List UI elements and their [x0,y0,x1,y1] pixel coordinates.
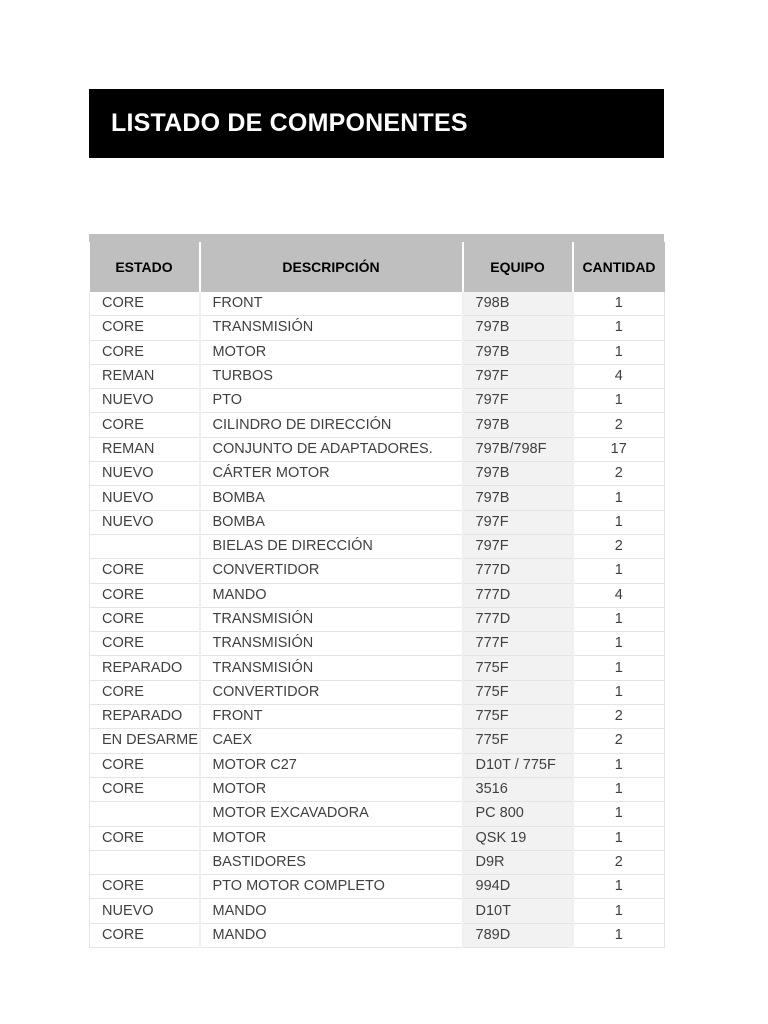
cell-estado: CORE [90,583,200,607]
cell-equipo: 797F [463,364,573,388]
cell-cantidad: 1 [573,340,665,364]
cell-equipo: 777F [463,632,573,656]
cell-equipo: 797B [463,316,573,340]
cell-cantidad: 1 [573,559,665,583]
cell-descripcion: TRANSMISIÓN [200,632,463,656]
page-title: LISTADO DE COMPONENTES [111,109,468,137]
cell-cantidad: 1 [573,923,665,947]
cell-estado: REMAN [90,364,200,388]
cell-equipo: 777D [463,607,573,631]
cell-cantidad: 1 [573,632,665,656]
cell-estado: CORE [90,632,200,656]
cell-equipo: 798B [463,292,573,316]
cell-estado: REPARADO [90,705,200,729]
title-banner [89,89,664,158]
cell-descripcion: CILINDRO DE DIRECCIÓN [200,413,463,437]
cell-equipo: D10T / 775F [463,753,573,777]
cell-estado: REMAN [90,437,200,461]
table-row [90,802,665,826]
cell-descripcion: BASTIDORES [200,850,463,874]
table-row [90,486,665,510]
cell-descripcion: PTO MOTOR COMPLETO [200,875,463,899]
components-table-container [89,234,664,948]
table-row [90,316,665,340]
cell-equipo: D10T [463,899,573,923]
cell-equipo: 777D [463,559,573,583]
cell-estado: CORE [90,923,200,947]
table-header-row [90,242,665,292]
cell-equipo: 775F [463,656,573,680]
table-row [90,850,665,874]
cell-cantidad: 4 [573,583,665,607]
cell-equipo: 777D [463,583,573,607]
cell-estado: NUEVO [90,510,200,534]
cell-cantidad: 2 [573,705,665,729]
header-descripcion: DESCRIPCIÓN [200,242,463,292]
cell-estado: CORE [90,875,200,899]
cell-cantidad: 1 [573,899,665,923]
table-row [90,413,665,437]
cell-estado: NUEVO [90,462,200,486]
components-table [89,242,665,948]
cell-descripcion: FRONT [200,705,463,729]
cell-descripcion: MOTOR [200,826,463,850]
cell-estado: NUEVO [90,389,200,413]
cell-estado: NUEVO [90,899,200,923]
table-row [90,559,665,583]
cell-cantidad: 2 [573,462,665,486]
table-row [90,462,665,486]
cell-equipo: 797F [463,510,573,534]
cell-equipo: 3516 [463,777,573,801]
cell-descripcion: CÁRTER MOTOR [200,462,463,486]
cell-equipo: PC 800 [463,802,573,826]
table-row [90,389,665,413]
cell-estado [90,850,200,874]
cell-descripcion: MOTOR C27 [200,753,463,777]
table-row [90,583,665,607]
table-row [90,364,665,388]
cell-descripcion: MOTOR EXCAVADORA [200,802,463,826]
cell-descripcion: MOTOR [200,777,463,801]
cell-estado: CORE [90,753,200,777]
cell-cantidad: 1 [573,680,665,704]
cell-cantidad: 1 [573,875,665,899]
table-row [90,777,665,801]
table-row [90,510,665,534]
cell-descripcion: BOMBA [200,486,463,510]
table-row [90,729,665,753]
cell-equipo: 797B [463,486,573,510]
table-row [90,534,665,558]
table-body [90,292,665,948]
cell-descripcion: TRANSMISIÓN [200,656,463,680]
cell-equipo: 797B [463,413,573,437]
cell-equipo: 797B [463,462,573,486]
cell-equipo: 994D [463,875,573,899]
cell-cantidad: 1 [573,316,665,340]
cell-descripcion: CONJUNTO DE ADAPTADORES. [200,437,463,461]
table-row [90,899,665,923]
cell-estado: CORE [90,413,200,437]
cell-descripcion: MANDO [200,899,463,923]
table-row [90,437,665,461]
cell-estado: NUEVO [90,486,200,510]
cell-estado: EN DESARME [90,729,200,753]
cell-cantidad: 1 [573,753,665,777]
header-cantidad: CANTIDAD [573,242,665,292]
cell-descripcion: BIELAS DE DIRECCIÓN [200,534,463,558]
cell-descripcion: TRANSMISIÓN [200,316,463,340]
header-equipo: EQUIPO [463,242,573,292]
cell-equipo: QSK 19 [463,826,573,850]
table-row [90,680,665,704]
cell-cantidad: 2 [573,413,665,437]
cell-cantidad: 1 [573,510,665,534]
cell-estado: CORE [90,607,200,631]
cell-cantidad: 1 [573,292,665,316]
table-row [90,753,665,777]
cell-estado: CORE [90,316,200,340]
cell-cantidad: 1 [573,486,665,510]
cell-equipo: 797B/798F [463,437,573,461]
table-row [90,607,665,631]
cell-cantidad: 17 [573,437,665,461]
cell-equipo: 775F [463,705,573,729]
cell-cantidad: 2 [573,729,665,753]
cell-cantidad: 2 [573,534,665,558]
cell-estado [90,534,200,558]
table-row [90,340,665,364]
table-row [90,875,665,899]
cell-descripcion: TURBOS [200,364,463,388]
cell-cantidad: 1 [573,656,665,680]
table-top-strip [89,234,664,242]
cell-cantidad: 1 [573,802,665,826]
cell-equipo: D9R [463,850,573,874]
header-estado: ESTADO [90,242,200,292]
cell-equipo: 775F [463,729,573,753]
table-row [90,705,665,729]
cell-estado [90,802,200,826]
cell-estado: CORE [90,777,200,801]
cell-descripcion: MANDO [200,923,463,947]
cell-estado: REPARADO [90,656,200,680]
cell-descripcion: FRONT [200,292,463,316]
table-row [90,826,665,850]
cell-equipo: 789D [463,923,573,947]
cell-equipo: 797F [463,534,573,558]
cell-estado: CORE [90,826,200,850]
cell-cantidad: 1 [573,777,665,801]
cell-descripcion: MANDO [200,583,463,607]
table-row [90,923,665,947]
cell-descripcion: TRANSMISIÓN [200,607,463,631]
cell-cantidad: 4 [573,364,665,388]
cell-cantidad: 2 [573,850,665,874]
cell-estado: CORE [90,559,200,583]
cell-estado: CORE [90,680,200,704]
cell-descripcion: CONVERTIDOR [200,559,463,583]
cell-descripcion: CONVERTIDOR [200,680,463,704]
cell-cantidad: 1 [573,389,665,413]
cell-estado: CORE [90,340,200,364]
cell-cantidad: 1 [573,607,665,631]
cell-equipo: 797F [463,389,573,413]
cell-descripcion: MOTOR [200,340,463,364]
cell-cantidad: 1 [573,826,665,850]
cell-descripcion: CAEX [200,729,463,753]
cell-descripcion: PTO [200,389,463,413]
table-row [90,632,665,656]
cell-equipo: 797B [463,340,573,364]
cell-estado: CORE [90,292,200,316]
cell-descripcion: BOMBA [200,510,463,534]
table-row [90,292,665,316]
cell-equipo: 775F [463,680,573,704]
table-row [90,656,665,680]
